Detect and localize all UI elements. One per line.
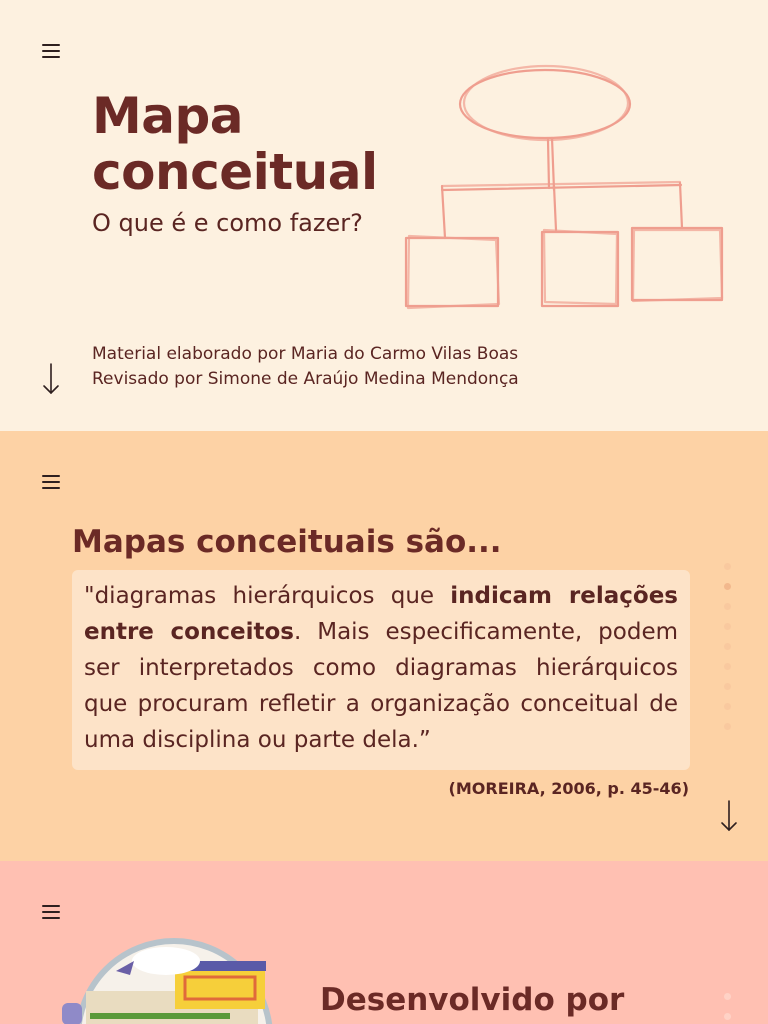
arrow-down-icon[interactable]: [718, 799, 740, 833]
quote-part-2: . Mais especificamente, podem ser interpretados como diagramas hierárquicos que procuram refletir a organização conceitual de uma disciplina ou parte dela.”: [84, 619, 678, 753]
nav-dot[interactable]: [724, 703, 731, 710]
quote-text: [84, 578, 678, 758]
arrow-down-icon[interactable]: [40, 362, 62, 396]
definition-section: [0, 431, 768, 861]
nav-dot[interactable]: [724, 993, 731, 1000]
quote-box: [72, 570, 690, 770]
credits: [92, 342, 519, 392]
credit-author: Material elaborado por Maria do Carmo Vilas Boas: [92, 344, 519, 364]
menu-icon[interactable]: [42, 44, 60, 58]
nav-dot[interactable]: [724, 643, 731, 650]
concept-map-sketch-icon: [398, 62, 728, 312]
quote-part-1: "diagramas hierárquicos que: [84, 583, 451, 609]
citation: (MOREIRA, 2006, p. 45-46): [448, 779, 689, 798]
nav-dot[interactable]: [724, 563, 731, 570]
nav-dot[interactable]: [724, 683, 731, 690]
nav-dot[interactable]: [724, 723, 731, 730]
quote-emphasis: indicam relações entre conceitos: [84, 583, 678, 645]
page-subtitle: O que é e como fazer?: [92, 209, 363, 237]
dot-navigation: [724, 563, 732, 743]
credit-reviewer: Revisado por Simone de Araújo Medina Mendonça: [92, 369, 519, 389]
page-title: [92, 88, 412, 200]
menu-icon[interactable]: [42, 905, 60, 919]
nav-dot[interactable]: [724, 583, 731, 590]
dot-navigation: [724, 993, 732, 1024]
nav-dot[interactable]: [724, 663, 731, 670]
definition-heading: Mapas conceituais são...: [72, 524, 502, 560]
developer-section: [0, 861, 768, 1024]
nav-dot[interactable]: [724, 623, 731, 630]
nav-dot[interactable]: [724, 1013, 731, 1020]
nav-dot[interactable]: [724, 603, 731, 610]
hero-section: [0, 0, 768, 431]
developer-heading: Desenvolvido por: [320, 982, 625, 1018]
title-line-2: conceitual: [92, 143, 378, 201]
menu-icon[interactable]: [42, 475, 60, 489]
title-line-1: Mapa: [92, 87, 244, 145]
mascot-illustration: [60, 931, 280, 1024]
